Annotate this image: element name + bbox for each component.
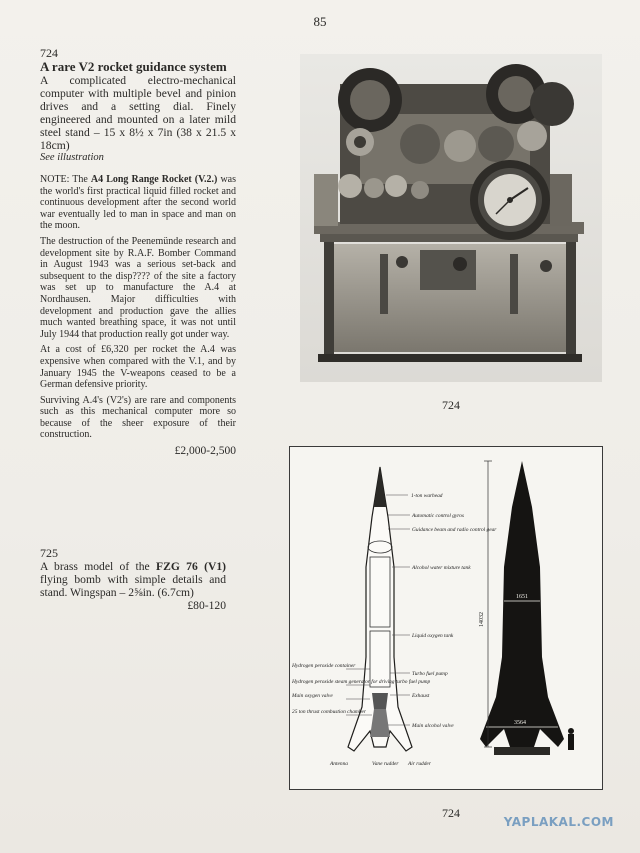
note-paragraph (40, 174, 236, 232)
label-steam-gen: Hydrogen peroxide steam generator for driving turbo fuel pump (292, 679, 431, 685)
lot-description: A complicated electro-mechanical computer with multiple bevel and pinion drives and a setting dial. Finely engineered and mounted on a later mild steel stand – 15 x 8½ x 7in (38 x 21.5 x 18cm) (40, 74, 236, 152)
label-vane: Vane rudder (372, 761, 399, 767)
lot-estimate: £80-120 (187, 599, 226, 612)
label-air-rudder: Air rudder (408, 761, 431, 767)
note-rest: was the world's first practical liquid filled rocket and continuous development after the second world war eventually led to man in space and man on the moon. (40, 174, 236, 232)
lot-724-entry (40, 46, 236, 457)
description-rest: flying bomb with simple details and stand. Wingspan – 2⅝in. (6.7cm) (40, 573, 226, 599)
description-prefix: A brass model of the (40, 560, 157, 573)
label-turbo: Turbo fuel pump (412, 671, 448, 677)
label-guidance: Guidance beam and radio control gear (412, 527, 497, 533)
lot-725-entry (40, 546, 226, 612)
see-illustration-link[interactable]: See illustration (40, 152, 104, 163)
label-antenna: Antenna (330, 761, 348, 767)
lot-notes (40, 174, 236, 441)
diagram-caption: 724 (442, 806, 460, 820)
lot-title: A rare V2 rocket guidance system (40, 59, 227, 74)
lot-description (40, 560, 226, 612)
guidance-system-photo (300, 54, 602, 382)
label-oxygen-valve: Main oxygen valve (292, 693, 333, 699)
note-prefix: NOTE: The (40, 174, 91, 185)
label-control-gyros: Automatic control gyros (412, 513, 465, 519)
v2-rocket-diagram (289, 446, 603, 790)
guidance-system-illustration (300, 54, 602, 382)
lot-number: 725 (40, 546, 58, 560)
dimension-mid: 1651 (516, 594, 528, 600)
label-warhead: 1-ton warhead (411, 493, 443, 499)
description-bold: FZG 76 (V1) (156, 560, 226, 573)
label-oxygen-tank: Liquid oxygen tank (412, 633, 454, 639)
dimension-height: 14032 (479, 612, 485, 627)
lot-estimate: £2,000-2,500 (174, 445, 236, 458)
label-peroxide: Hydrogen peroxide container (292, 663, 356, 669)
label-combustion: 25 ton thrust combustion chamber (292, 709, 366, 715)
page-number: 85 (313, 14, 327, 29)
note-bold: A4 Long Range Rocket (V.2.) (90, 174, 218, 185)
lot-number: 724 (40, 46, 58, 60)
label-alcohol-tank: Alcohol water mixture tank (412, 565, 471, 571)
label-exhaust: Exhaust (412, 693, 430, 699)
v2-cutaway-illustration (290, 447, 602, 789)
note-paragraph-2: The destruction of the Peenemünde research and development site by R.A.F. Bomber Command in August 1943 was a serious set-back and subsequent to the disp???? of the site a factory was set up to manufacture the A.4 at Nordhausen. Major difficulties with development and production gave the allies much wanted breathing space, it was not until July 1944 that production really got under way. (40, 235, 236, 340)
photo-caption: 724 (442, 398, 460, 412)
note-paragraph-3: At a cost of £6,320 per rocket the A.4 was expensive when compared with the V.1, and by January 1945 the V-weapons ceased to be a German defensive priority. (40, 344, 236, 391)
label-alcohol-valve: Main alcohol valve (412, 723, 454, 729)
note-paragraph-4: Surviving A.4's (V2's) are rare and components such as this mechanical computer more so because of the sheer exposure of their construction. (40, 394, 236, 441)
watermark: YAPLAKAL.COM (503, 815, 614, 829)
dimension-fin: 3564 (514, 720, 526, 726)
